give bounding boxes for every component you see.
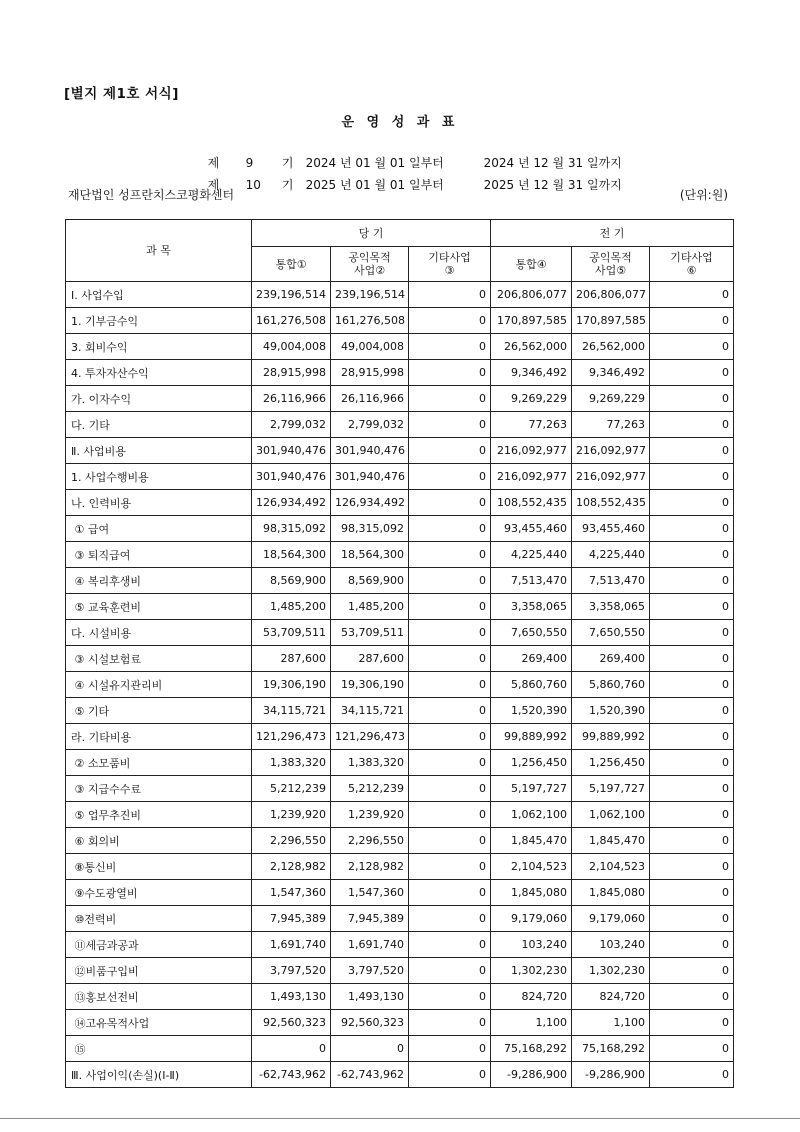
- amount-public-purpose-prior: 103,240: [572, 932, 650, 958]
- amount-public-purpose-current: 239,196,514: [331, 282, 409, 308]
- amount-public-purpose-prior: 3,358,065: [572, 594, 650, 620]
- document-title: 운 영 성 과 표: [341, 115, 459, 130]
- amount-total-current: 5,212,239: [252, 776, 331, 802]
- amount-public-purpose-current: 18,564,300: [331, 542, 409, 568]
- column-header-public-purpose-current: 공익목적 사업②: [331, 247, 409, 282]
- amount-public-purpose-prior: 26,562,000: [572, 334, 650, 360]
- amount-public-purpose-current: 301,940,476: [331, 438, 409, 464]
- amount-other-business-prior: 0: [650, 828, 734, 854]
- amount-total-current: 28,915,998: [252, 360, 331, 386]
- amount-other-business-prior: 0: [650, 750, 734, 776]
- amount-other-business-prior: 0: [650, 620, 734, 646]
- amount-total-prior: 170,897,585: [491, 308, 572, 334]
- table-row: [66, 386, 734, 412]
- amount-total-prior: 4,225,440: [491, 542, 572, 568]
- amount-other-business-prior: 0: [650, 412, 734, 438]
- amount-total-prior: 77,263: [491, 412, 572, 438]
- amount-total-current: 53,709,511: [252, 620, 331, 646]
- amount-public-purpose-current: 53,709,511: [331, 620, 409, 646]
- account-name: ⑫비품구입비: [66, 958, 252, 984]
- amount-public-purpose-prior: 99,889,992: [572, 724, 650, 750]
- amount-public-purpose-current: 287,600: [331, 646, 409, 672]
- form-label: [별지 제1호 서식]: [64, 86, 179, 102]
- amount-public-purpose-prior: 9,179,060: [572, 906, 650, 932]
- amount-other-business-current: 0: [409, 568, 491, 594]
- amount-total-current: 49,004,008: [252, 334, 331, 360]
- amount-public-purpose-current: 3,797,520: [331, 958, 409, 984]
- column-header-other-business-current: 기타사업 ③: [409, 247, 491, 282]
- account-name: ⑬홍보선전비: [66, 984, 252, 1010]
- amount-public-purpose-current: -62,743,962: [331, 1062, 409, 1088]
- amount-public-purpose-prior: 9,269,229: [572, 386, 650, 412]
- account-name: ② 소모품비: [66, 750, 252, 776]
- amount-public-purpose-current: 7,945,389: [331, 906, 409, 932]
- amount-total-prior: 103,240: [491, 932, 572, 958]
- table-row: [66, 438, 734, 464]
- amount-other-business-prior: 0: [650, 1010, 734, 1036]
- amount-public-purpose-prior: 206,806,077: [572, 282, 650, 308]
- amount-public-purpose-current: 1,547,360: [331, 880, 409, 906]
- amount-other-business-prior: 0: [650, 464, 734, 490]
- amount-other-business-current: 0: [409, 386, 491, 412]
- amount-other-business-current: 0: [409, 1036, 491, 1062]
- amount-other-business-prior: 0: [650, 334, 734, 360]
- amount-public-purpose-prior: 269,400: [572, 646, 650, 672]
- amount-total-current: 19,306,190: [252, 672, 331, 698]
- amount-total-prior: 269,400: [491, 646, 572, 672]
- amount-public-purpose-current: 1,485,200: [331, 594, 409, 620]
- page-bottom-rule: [0, 1118, 800, 1119]
- amount-public-purpose-prior: 1,520,390: [572, 698, 650, 724]
- amount-public-purpose-current: 26,116,966: [331, 386, 409, 412]
- amount-other-business-prior: 0: [650, 958, 734, 984]
- period-to: 2024 년 12 월 31 일까지: [483, 156, 622, 170]
- amount-other-business-prior: 0: [650, 568, 734, 594]
- amount-total-current: 301,940,476: [252, 464, 331, 490]
- table-row: [66, 490, 734, 516]
- amount-total-prior: 1,062,100: [491, 802, 572, 828]
- amount-public-purpose-prior: -9,286,900: [572, 1062, 650, 1088]
- amount-total-prior: 1,100: [491, 1010, 572, 1036]
- account-name: Ⅰ. 사업수입: [66, 282, 252, 308]
- amount-other-business-current: 0: [409, 750, 491, 776]
- amount-public-purpose-prior: 4,225,440: [572, 542, 650, 568]
- amount-public-purpose-prior: 1,845,470: [572, 828, 650, 854]
- amount-other-business-prior: 0: [650, 308, 734, 334]
- account-name: ③ 지급수수료: [66, 776, 252, 802]
- amount-total-current: 2,296,550: [252, 828, 331, 854]
- amount-other-business-prior: 0: [650, 438, 734, 464]
- account-name: ⑧통신비: [66, 854, 252, 880]
- amount-other-business-current: 0: [409, 1010, 491, 1036]
- column-header-public-purpose-prior: 공익목적 사업⑤: [572, 247, 650, 282]
- amount-public-purpose-prior: 77,263: [572, 412, 650, 438]
- table-row: [66, 334, 734, 360]
- amount-other-business-prior: 0: [650, 802, 734, 828]
- amount-total-prior: 3,358,065: [491, 594, 572, 620]
- amount-public-purpose-current: 126,934,492: [331, 490, 409, 516]
- amount-total-current: 1,547,360: [252, 880, 331, 906]
- amount-public-purpose-current: 2,296,550: [331, 828, 409, 854]
- table-row: [66, 620, 734, 646]
- amount-public-purpose-current: 1,691,740: [331, 932, 409, 958]
- amount-total-current: 239,196,514: [252, 282, 331, 308]
- amount-other-business-current: 0: [409, 880, 491, 906]
- amount-total-prior: 1,520,390: [491, 698, 572, 724]
- amount-other-business-current: 0: [409, 282, 491, 308]
- amount-total-current: 161,276,508: [252, 308, 331, 334]
- table-row: [66, 958, 734, 984]
- amount-other-business-prior: 0: [650, 854, 734, 880]
- table-row: [66, 724, 734, 750]
- period-gi: 기: [281, 178, 294, 192]
- amount-public-purpose-prior: 93,455,460: [572, 516, 650, 542]
- table-row: [66, 672, 734, 698]
- amount-total-current: 121,296,473: [252, 724, 331, 750]
- table-row: [66, 1010, 734, 1036]
- amount-other-business-prior: 0: [650, 1036, 734, 1062]
- amount-public-purpose-current: 161,276,508: [331, 308, 409, 334]
- amount-other-business-current: 0: [409, 308, 491, 334]
- amount-other-business-current: 0: [409, 412, 491, 438]
- account-name: 다. 시설비용: [66, 620, 252, 646]
- amount-total-current: 287,600: [252, 646, 331, 672]
- amount-public-purpose-current: 2,128,982: [331, 854, 409, 880]
- account-name: ⑭고유목적사업: [66, 1010, 252, 1036]
- amount-public-purpose-current: 92,560,323: [331, 1010, 409, 1036]
- account-name: ① 급여: [66, 516, 252, 542]
- amount-other-business-prior: 0: [650, 932, 734, 958]
- amount-public-purpose-current: 34,115,721: [331, 698, 409, 724]
- account-header: 과 목: [66, 220, 252, 282]
- account-name: 4. 투자자산수익: [66, 360, 252, 386]
- amount-total-prior: 2,104,523: [491, 854, 572, 880]
- account-name: ⑥ 회의비: [66, 828, 252, 854]
- amount-other-business-current: 0: [409, 854, 491, 880]
- amount-public-purpose-current: 1,493,130: [331, 984, 409, 1010]
- amount-public-purpose-prior: 7,650,550: [572, 620, 650, 646]
- account-name: ③ 퇴직급여: [66, 542, 252, 568]
- amount-public-purpose-prior: 5,860,760: [572, 672, 650, 698]
- account-name: 다. 기타: [66, 412, 252, 438]
- amount-public-purpose-prior: 1,062,100: [572, 802, 650, 828]
- amount-public-purpose-prior: 75,168,292: [572, 1036, 650, 1062]
- amount-other-business-current: 0: [409, 360, 491, 386]
- table-row: [66, 854, 734, 880]
- amount-total-prior: 75,168,292: [491, 1036, 572, 1062]
- amount-total-prior: 1,845,470: [491, 828, 572, 854]
- amount-public-purpose-current: 8,569,900: [331, 568, 409, 594]
- account-name: ⑮: [66, 1036, 252, 1062]
- unit-label: (단위:원): [679, 188, 728, 202]
- amount-public-purpose-prior: 2,104,523: [572, 854, 650, 880]
- amount-public-purpose-current: 0: [331, 1036, 409, 1062]
- table-row: [66, 750, 734, 776]
- table-row: [66, 516, 734, 542]
- amount-total-prior: 9,346,492: [491, 360, 572, 386]
- account-name: ⑨수도광열비: [66, 880, 252, 906]
- account-name: 1. 사업수행비용: [66, 464, 252, 490]
- amount-public-purpose-prior: 108,552,435: [572, 490, 650, 516]
- amount-total-current: -62,743,962: [252, 1062, 331, 1088]
- amount-other-business-prior: 0: [650, 360, 734, 386]
- amount-other-business-current: 0: [409, 932, 491, 958]
- table-row: [66, 1036, 734, 1062]
- amount-total-current: 34,115,721: [252, 698, 331, 724]
- amount-public-purpose-current: 5,212,239: [331, 776, 409, 802]
- amount-other-business-prior: 0: [650, 386, 734, 412]
- period-from: 2024 년 01 월 01 일부터: [305, 156, 444, 170]
- amount-total-prior: 99,889,992: [491, 724, 572, 750]
- amount-total-prior: 206,806,077: [491, 282, 572, 308]
- amount-public-purpose-current: 121,296,473: [331, 724, 409, 750]
- amount-other-business-current: 0: [409, 828, 491, 854]
- account-name: ④ 시설유지관리비: [66, 672, 252, 698]
- table-row: [66, 412, 734, 438]
- column-header-other-business-prior: 기타사업 ⑥: [650, 247, 734, 282]
- table-row: [66, 906, 734, 932]
- amount-other-business-prior: 0: [650, 490, 734, 516]
- amount-total-current: 3,797,520: [252, 958, 331, 984]
- amount-other-business-current: 0: [409, 958, 491, 984]
- amount-total-prior: 93,455,460: [491, 516, 572, 542]
- amount-public-purpose-prior: 824,720: [572, 984, 650, 1010]
- amount-other-business-current: 0: [409, 620, 491, 646]
- table-row: [66, 698, 734, 724]
- amount-other-business-prior: 0: [650, 984, 734, 1010]
- table-row: [66, 1062, 734, 1088]
- period-gi: 기: [281, 156, 294, 170]
- column-header-total-current: 통합①: [252, 247, 331, 282]
- amount-other-business-current: 0: [409, 646, 491, 672]
- amount-other-business-prior: 0: [650, 516, 734, 542]
- amount-total-current: 1,239,920: [252, 802, 331, 828]
- amount-other-business-current: 0: [409, 490, 491, 516]
- account-name: ⑪세금과공과: [66, 932, 252, 958]
- table-row: [66, 646, 734, 672]
- period-je: 제: [207, 156, 220, 170]
- amount-other-business-current: 0: [409, 438, 491, 464]
- amount-total-prior: 7,650,550: [491, 620, 572, 646]
- amount-total-prior: 9,179,060: [491, 906, 572, 932]
- amount-other-business-prior: 0: [650, 594, 734, 620]
- amount-other-business-current: 0: [409, 724, 491, 750]
- amount-total-prior: 216,092,977: [491, 464, 572, 490]
- amount-public-purpose-current: 1,239,920: [331, 802, 409, 828]
- amount-total-current: 1,485,200: [252, 594, 331, 620]
- amount-total-prior: 1,302,230: [491, 958, 572, 984]
- amount-total-prior: 26,562,000: [491, 334, 572, 360]
- amount-public-purpose-prior: 7,513,470: [572, 568, 650, 594]
- period-number: 10: [245, 178, 261, 192]
- amount-public-purpose-prior: 170,897,585: [572, 308, 650, 334]
- amount-other-business-current: 0: [409, 776, 491, 802]
- account-name: 라. 기타비용: [66, 724, 252, 750]
- amount-other-business-prior: 0: [650, 880, 734, 906]
- account-name: Ⅲ. 사업이익(손실)(Ⅰ-Ⅱ): [66, 1062, 252, 1088]
- amount-other-business-current: 0: [409, 464, 491, 490]
- amount-other-business-current: 0: [409, 594, 491, 620]
- column-header-total-prior: 통합④: [491, 247, 572, 282]
- amount-public-purpose-prior: 1,100: [572, 1010, 650, 1036]
- amount-total-prior: 108,552,435: [491, 490, 572, 516]
- amount-total-current: 1,493,130: [252, 984, 331, 1010]
- amount-public-purpose-current: 1,383,320: [331, 750, 409, 776]
- period-number: 9: [245, 156, 254, 170]
- amount-other-business-prior: 0: [650, 646, 734, 672]
- account-name: ③ 시설보험료: [66, 646, 252, 672]
- current-period-header: 당 기: [252, 220, 491, 247]
- account-name: 3. 회비수익: [66, 334, 252, 360]
- amount-other-business-current: 0: [409, 542, 491, 568]
- amount-total-current: 26,116,966: [252, 386, 331, 412]
- amount-public-purpose-current: 28,915,998: [331, 360, 409, 386]
- period-to: 2025 년 12 월 31 일까지: [483, 178, 622, 192]
- amount-total-prior: -9,286,900: [491, 1062, 572, 1088]
- amount-public-purpose-current: 98,315,092: [331, 516, 409, 542]
- amount-other-business-prior: 0: [650, 698, 734, 724]
- amount-other-business-current: 0: [409, 334, 491, 360]
- amount-total-current: 7,945,389: [252, 906, 331, 932]
- amount-public-purpose-prior: 1,256,450: [572, 750, 650, 776]
- amount-total-prior: 5,860,760: [491, 672, 572, 698]
- amount-other-business-prior: 0: [650, 776, 734, 802]
- table-row: [66, 984, 734, 1010]
- amount-other-business-prior: 0: [650, 724, 734, 750]
- amount-other-business-current: 0: [409, 698, 491, 724]
- amount-other-business-current: 0: [409, 802, 491, 828]
- prior-period-header: 전 기: [491, 220, 734, 247]
- table-row: [66, 308, 734, 334]
- amount-public-purpose-current: 301,940,476: [331, 464, 409, 490]
- account-name: ④ 복리후생비: [66, 568, 252, 594]
- amount-total-prior: 5,197,727: [491, 776, 572, 802]
- amount-total-prior: 1,845,080: [491, 880, 572, 906]
- period-from: 2025 년 01 월 01 일부터: [305, 178, 444, 192]
- amount-total-current: 1,691,740: [252, 932, 331, 958]
- amount-other-business-current: 0: [409, 984, 491, 1010]
- amount-other-business-current: 0: [409, 672, 491, 698]
- table-row: [66, 932, 734, 958]
- amount-total-current: 126,934,492: [252, 490, 331, 516]
- amount-public-purpose-prior: 216,092,977: [572, 438, 650, 464]
- amount-other-business-prior: 0: [650, 906, 734, 932]
- table-row: [66, 568, 734, 594]
- period-line-2: [200, 162, 622, 193]
- amount-public-purpose-prior: 9,346,492: [572, 360, 650, 386]
- amount-total-prior: 1,256,450: [491, 750, 572, 776]
- account-name: ⑩전력비: [66, 906, 252, 932]
- amount-total-current: 98,315,092: [252, 516, 331, 542]
- account-name: ⑤ 업무추진비: [66, 802, 252, 828]
- amount-total-current: 18,564,300: [252, 542, 331, 568]
- amount-other-business-current: 0: [409, 906, 491, 932]
- amount-other-business-prior: 0: [650, 282, 734, 308]
- amount-public-purpose-prior: 1,845,080: [572, 880, 650, 906]
- table-row: [66, 542, 734, 568]
- amount-public-purpose-prior: 5,197,727: [572, 776, 650, 802]
- amount-other-business-prior: 0: [650, 672, 734, 698]
- table-row: [66, 828, 734, 854]
- amount-other-business-current: 0: [409, 516, 491, 542]
- amount-public-purpose-current: 49,004,008: [331, 334, 409, 360]
- amount-public-purpose-current: 2,799,032: [331, 412, 409, 438]
- amount-total-prior: 9,269,229: [491, 386, 572, 412]
- account-name: ⑤ 기타: [66, 698, 252, 724]
- amount-total-current: 0: [252, 1036, 331, 1062]
- amount-public-purpose-prior: 1,302,230: [572, 958, 650, 984]
- table-row: [66, 464, 734, 490]
- amount-other-business-prior: 0: [650, 1062, 734, 1088]
- table-row: [66, 880, 734, 906]
- table-row: [66, 282, 734, 308]
- account-name: Ⅱ. 사업비용: [66, 438, 252, 464]
- account-name: 나. 인력비용: [66, 490, 252, 516]
- amount-public-purpose-prior: 216,092,977: [572, 464, 650, 490]
- period-je: 제: [207, 178, 220, 192]
- amount-public-purpose-current: 19,306,190: [331, 672, 409, 698]
- amount-total-prior: 216,092,977: [491, 438, 572, 464]
- amount-total-current: 2,799,032: [252, 412, 331, 438]
- amount-total-prior: 7,513,470: [491, 568, 572, 594]
- amount-total-current: 92,560,323: [252, 1010, 331, 1036]
- table-row: [66, 594, 734, 620]
- table-row: [66, 802, 734, 828]
- account-name: ⑤ 교육훈련비: [66, 594, 252, 620]
- operating-results-table: [65, 219, 734, 1088]
- amount-total-current: 1,383,320: [252, 750, 331, 776]
- amount-total-current: 8,569,900: [252, 568, 331, 594]
- account-name: 1. 기부금수익: [66, 308, 252, 334]
- amount-total-current: 301,940,476: [252, 438, 331, 464]
- account-name: 가. 이자수익: [66, 386, 252, 412]
- table-row: [66, 360, 734, 386]
- table-row: [66, 776, 734, 802]
- amount-total-prior: 824,720: [491, 984, 572, 1010]
- amount-total-current: 2,128,982: [252, 854, 331, 880]
- amount-other-business-prior: 0: [650, 542, 734, 568]
- organization-name: 재단법인 성프란치스코평화센터: [68, 188, 235, 202]
- amount-other-business-current: 0: [409, 1062, 491, 1088]
